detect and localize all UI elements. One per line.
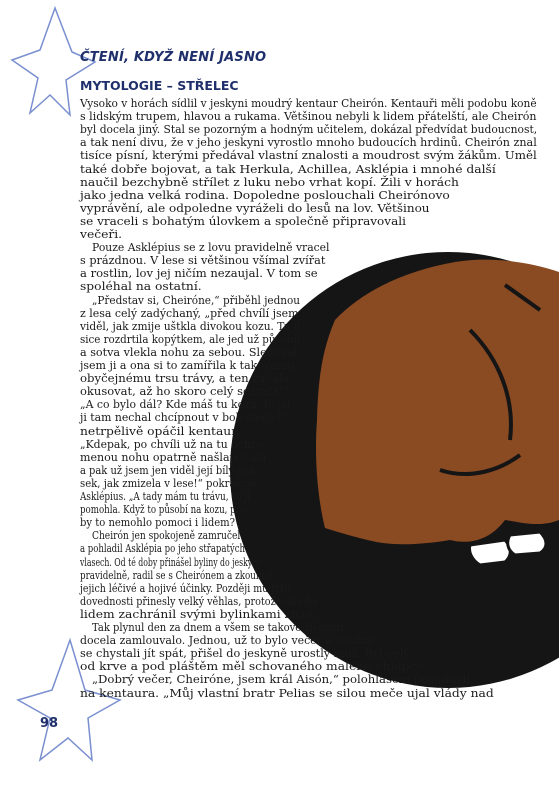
text-line: Vysoko v horách sídlil v jeskyni moudrý kentaur Cheirón. Kentauři měli podobu koně (80, 97, 537, 110)
text-line: viděl, jak zmije uštkla divokou kozu. Ta jí (80, 319, 300, 333)
text-line: z lesa celý zadýchaný, „před chvílí jsem (80, 306, 299, 320)
text-line: „Představ si, Cheiróne,“ přiběhl jednou (92, 293, 301, 307)
horse-hoof-right (508, 532, 546, 555)
text-line: spoléhal na ostatní. (80, 280, 202, 294)
text-line: ji tam nechal chcípnout v bolestech?“ (80, 411, 287, 425)
text-line: Pouze Asklépius se z lovu pravidelně vracel (92, 241, 330, 255)
text-line: jsem ji a ona si to zamířila k takovému (80, 359, 295, 372)
text-line: a rostlin, lov jej ničím nezaujal. V tom se (80, 267, 318, 281)
text-line: vlasech. Od té doby přinášel byliny do jeskyně (80, 555, 262, 569)
text-line: od krve a pod pláštěm měl schovaného malého chlapce. (80, 660, 428, 674)
text-line: tisíce písní, kterými předával vlastní znalosti a moudrost svým žákům. Uměl (80, 149, 537, 163)
text-line: Cheirón jen spokojeně zamručel (92, 529, 241, 543)
text-line: dovednosti přinesly velký věhlas, protože mnoha (80, 594, 318, 608)
text-line: pomohla. Když to působí na kozu, proč (80, 503, 250, 517)
text-line: a sotva vlekla nohu za sebou. Sledoval (80, 345, 298, 359)
text-line: netrpělivě opáčil kentaur. (80, 424, 240, 438)
text-line: docela zamlouvalo. Jednou, už to bylo večer a všichni (80, 634, 375, 648)
text-line: sice rozdrtila kopýtkem, ale jed už působil (80, 332, 301, 346)
text-line: s lidským trupem, hlavou a rukama. Většinou nebyli k lidem přátelští, ale Cheirón (80, 110, 537, 124)
page-number: 98 (40, 716, 59, 731)
text-line: se chystali jít spát, přišel do jeskyně urostlý muž. Byl celý (80, 647, 410, 661)
text-line: naučil bezchybně střílet z luku nebo vrhat kopí. Žili v horách (80, 175, 459, 189)
text-line: „A co bylo dál? Kde máš tu kozu, to jsi (80, 398, 291, 412)
text-line: obyčejnému trsu trávy, a ten začala (80, 372, 290, 386)
text-line: a pak už jsem jen viděl její bílý ocá- (80, 463, 259, 477)
text-line: „Kdepak, po chvíli už na tu ochro- (80, 437, 266, 451)
text-line: a tak není divu, že v jeho jeskyni vyrostlo mnoho budoucích hrdinů. Cheirón znal (80, 136, 537, 150)
text-line: a pohladil Asklépia po jeho střapatých (80, 542, 245, 556)
text-line: okusovat, až ho skoro celý sežrala!“ (80, 385, 290, 399)
text-line: jako jedna velká rodina. Dopoledne poslouchali Cheirónovo (80, 188, 450, 202)
text-line: „Dobrý večer, Cheiróne, jsem král Aisón,“ polohlasem promluvil (92, 673, 471, 687)
text-line: vyprávění, ale odpoledne vyráželi do lesů na lov. Většinou (80, 201, 430, 215)
section-heading: ČTENÍ, KDYŽ NENÍ JASNO (80, 50, 267, 65)
text-line: menou nohu opatrně našlapovala (80, 450, 267, 464)
text-line: Tak plynul den za dnem a všem se takové živobytí (92, 621, 344, 634)
text-line: sek, jak zmizela v lese!“ pokračuje (80, 476, 257, 490)
text-line: na kentaura. „Můj vlastní bratr Pelias se silou meče ujal vlády nad (80, 686, 494, 700)
horse-hoof-left (469, 540, 510, 565)
text-line: také dobře bojovat, a tak Herkula, Achillea, Asklépia i mnohé další (80, 162, 496, 176)
text-line: jejich léčivé a hojivé účinky. Později mu tyto (80, 581, 290, 595)
text-line: se vraceli s bohatým úlovkem a společně připravovali (80, 214, 406, 228)
text-line: lidem zachránil svými bylinkami život. (80, 607, 319, 621)
text-line: byl docela jiný. Stal se pozorným a hodným učitelem, dokázal předvídat budoucnost, (80, 123, 538, 137)
text-line: Asklépius. „A tady mám tu trávu, co jí (80, 490, 251, 503)
chapter-subheading: MYTOLOGIE – STŘELEC (80, 78, 239, 93)
text-line: by to nemohlo pomoci i lidem?“ (80, 516, 241, 530)
text-line: pravidelně, radil se s Cheirónem a zkoumal (80, 568, 273, 582)
text-line: večeři. (80, 228, 123, 241)
text-line: s prázdnou. V lese si většinou všímal zvířat (80, 254, 326, 268)
